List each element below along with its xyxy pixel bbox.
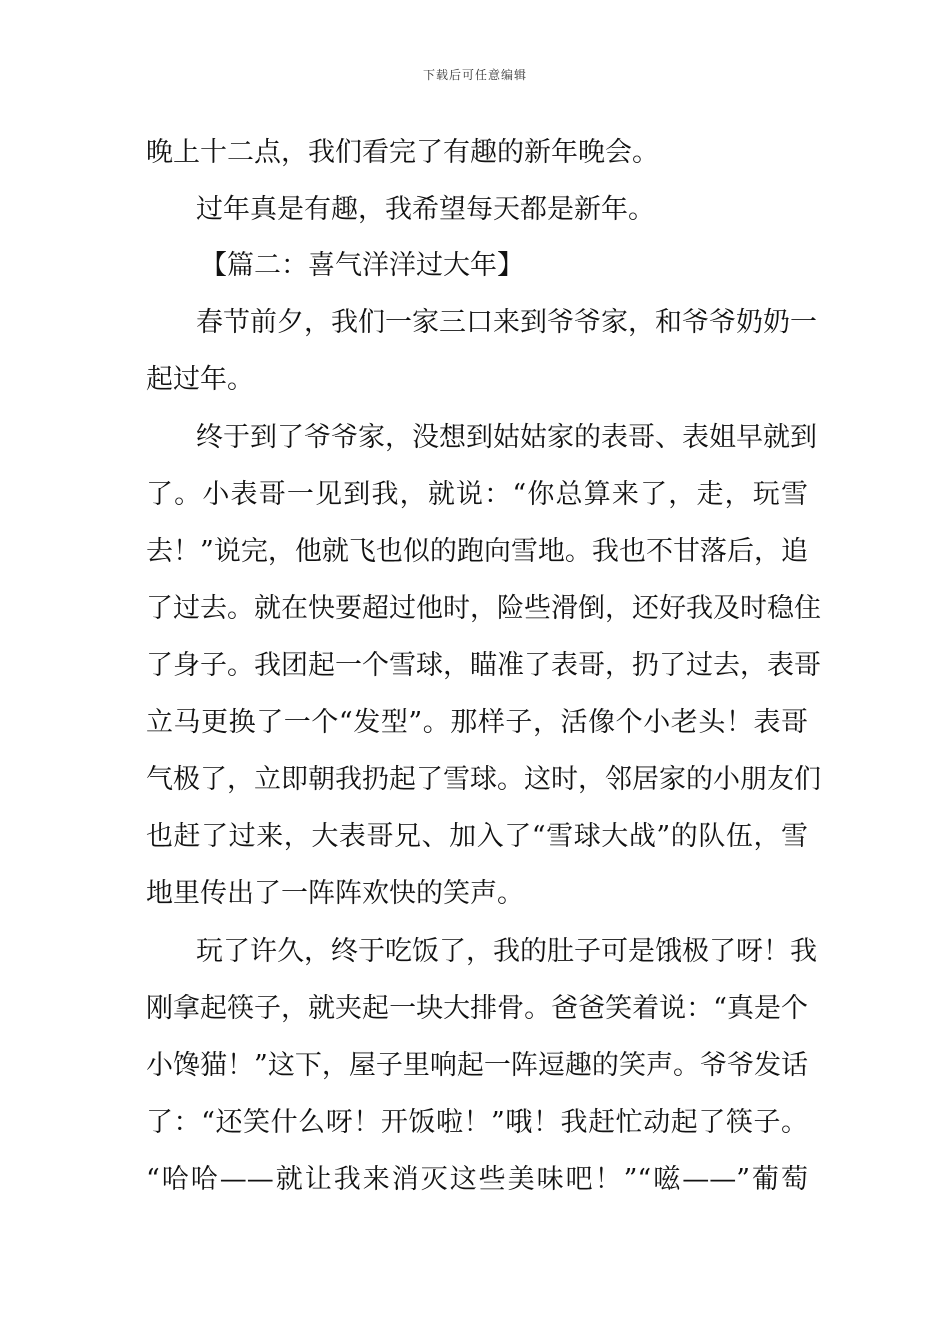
text-line: 过年真是有趣，我希望每天都是新年。 — [196, 194, 655, 225]
text-line: 地里传出了一阵阵欢快的笑声。 — [146, 878, 524, 909]
text-line: 立马更换了一个“发型”。那样子，活像个小老头！表哥 — [146, 707, 808, 738]
text-line: 玩了许久，终于吃饭了，我的肚子可是饿极了呀！我 — [196, 936, 817, 967]
text-line: 气极了，立即朝我扔起了雪球。这时，邻居家的小朋友们 — [146, 764, 821, 795]
text-line: 春节前夕，我们一家三口来到爷爷家，和爷爷奶奶一 — [196, 307, 817, 338]
text-line: 去！”说完，他就飞也似的跑向雪地。我也不甘落后，追 — [146, 536, 808, 567]
text-line: 终于到了爷爷家，没想到姑姑家的表哥、表姐早就到 — [196, 422, 817, 453]
text-line: 小馋猫！”这下，屋子里响起一阵逗趣的笑声。爷爷发话 — [146, 1050, 808, 1081]
text-line: 了身子。我团起一个雪球，瞄准了表哥，扔了过去，表哥 — [146, 650, 821, 681]
text-line: 了。小表哥一见到我，就说：“你总算来了，走，玩雪 — [146, 479, 808, 510]
text-line: “哈哈——就让我来消灭这些美味吧！”“嗞——”葡萄 — [146, 1164, 808, 1195]
text-line: 晚上十二点，我们看完了有趣的新年晚会。 — [146, 137, 659, 168]
text-line: 也赶了过来，大表哥兄、加入了“雪球大战”的队伍，雪 — [146, 821, 808, 852]
page-header: 下载后可任意编辑 — [422, 68, 527, 82]
text-line: 了过去。就在快要超过他时，险些滑倒，还好我及时稳住 — [146, 593, 821, 624]
text-line: 刚拿起筷子，就夹起一块大排骨。爸爸笑着说：“真是个 — [146, 993, 808, 1024]
text-line: 了：“还笑什么呀！开饭啦！”哦！我赶忙动起了筷子。 — [146, 1107, 808, 1138]
text-line: 起过年。 — [146, 364, 254, 395]
section-title: 【篇二：喜气洋洋过大年】 — [200, 250, 524, 281]
